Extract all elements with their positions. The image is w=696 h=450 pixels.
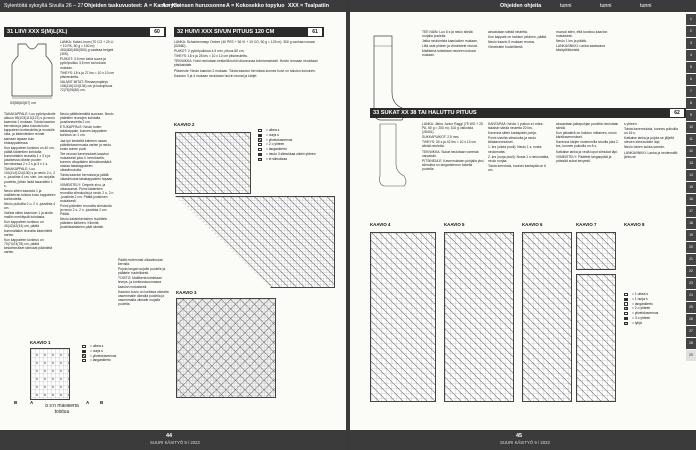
- top-band-item: Ohjeiden taskuvuoteet: A = Kantoryöo: [84, 3, 180, 9]
- circle-icon: [624, 302, 628, 305]
- paragraph: PUIKOT: 3,5 mm sekä suora ja pyöröpuikko 3,5 mm tai kokoon mukaan.: [60, 57, 107, 70]
- legend-text: = 1 oikea s: [632, 292, 649, 296]
- paragraph: Viimeistele huolellisesti.: [488, 45, 524, 50]
- slash-icon: [258, 138, 262, 141]
- kaavio-6-label: KAAVIO 6: [522, 222, 543, 227]
- paragraph: LANKA: Schachenmayr Ombre (40 PES + 36 VI + 19 CO, 50 g = 125 m): 300 g vanhaa roosaa (00080).: [174, 40, 315, 49]
- article-33-header: [370, 108, 686, 118]
- paragraph: Kun jalkaterä on halutun mittainen, neulo kärkikavennukset.: [556, 131, 617, 140]
- paragraph: 1. krs (oikea puoli): Neulo 1 s, nosta neulomatta.: [488, 145, 542, 154]
- top-band-item: tunni: [640, 3, 652, 9]
- paragraph: VALMIIT MITAT: Rinnanympärys 106(116)124(134) cm ja kokopituus 72(76)76(80) cm.: [60, 79, 113, 93]
- legend-text: = oikea s: [266, 128, 280, 132]
- legend-text: = 2 o yhteen: [632, 306, 651, 311]
- paragraph: VIIMEISTELY: Päättele langanpäät ja prässää sukat kevyesti.: [556, 154, 612, 163]
- paragraph: Neulo puikoilla 2 o, 2 n -joustinta 4 cm.: [4, 201, 56, 211]
- kaavio-5-grid: [444, 232, 514, 402]
- side-tab[interactable]: 25: [686, 302, 696, 313]
- side-tab[interactable]: 27: [686, 326, 696, 337]
- article-33-col-3: [556, 122, 620, 212]
- paragraph: VIIMEISTELY: Ompele sivu- ja olkasaumat. Poimi kädentien reunoilta silmukoita ja neulo 2 o, 2 n -joustinta 2 cm. Päätä joustimen mukaisesti.: [60, 182, 114, 203]
- legend-row: [258, 157, 316, 162]
- bottom-band: [350, 430, 696, 450]
- axis-label-b2: B: [100, 400, 104, 405]
- schematic-width-label: 53(58)62(67) cm: [10, 101, 36, 105]
- top-band: [350, 0, 696, 12]
- side-tab[interactable]: 29: [686, 350, 696, 361]
- paragraph: TIHEYS: 18 s ja 28 krs = 10 x 10 cm pitsineuletta.: [174, 54, 248, 59]
- kaavio-2-label: KAAVIO 2: [174, 122, 195, 127]
- paragraph: Tee reunan kavennukset kaavion mukaisesti joka 4. kerroksella, kunnes olkapäiden silmukkamäärä vastaa takakappaleen olkasilmukoita.: [60, 151, 112, 173]
- article-32-text: [174, 40, 322, 112]
- article-31-column-2: [60, 112, 114, 272]
- paragraph: Poimi pääntien reunoilta silmukoita ja neulo 2 o, 2 n -joustinta 2 cm. Päätä.: [60, 203, 112, 217]
- paragraph: Kavenna kärjen molemmilla sivuilla joka 2. krs, kunnes puikoilla on 8 s.: [556, 140, 619, 149]
- side-tab[interactable]: 2: [686, 26, 696, 37]
- side-tab[interactable]: 18: [686, 218, 696, 229]
- article-32-page-ref: 61: [308, 28, 322, 36]
- legend-text: = ylivetokavennus: [632, 311, 659, 316]
- legend-text: = tyhjä: [632, 320, 642, 325]
- side-tab[interactable]: 6: [686, 74, 696, 85]
- paragraph: TEKNIIKKA: Sukat neulotaan varresta varpaisiin.: [422, 149, 479, 158]
- article-33-col-2: [488, 122, 552, 212]
- bottom-band: [0, 430, 346, 450]
- legend-row: [82, 358, 116, 363]
- paragraph: Neulo kaavio 5 mukaan reunus.: [488, 40, 536, 45]
- kaavio-1-legend: [82, 344, 116, 363]
- paragraph: Poimi sivuilta silmukoita ja neulo kiilakavennukset.: [488, 136, 536, 145]
- repeat-note: [42, 404, 82, 420]
- paragraph: Kaavion 3 ja 4 mukaan neulotaan huivin reunat ja kärjet.: [174, 73, 258, 78]
- kaavio-7-grid: [576, 232, 616, 270]
- article-34-col-2: [488, 30, 552, 110]
- kaavio-8-grid: [576, 274, 616, 402]
- legend-text: = ylivetokavennus: [266, 137, 293, 142]
- paragraph: Pujota langat nurjalle puolelle ja päättele huolellisesti.: [118, 267, 166, 276]
- right-side-tabs: [686, 14, 696, 362]
- dot-icon: [258, 134, 262, 137]
- side-tab[interactable]: 11: [686, 134, 696, 145]
- paragraph: PITSINEULE: Kavennuksien pohjalla yksi silmukka on langankierron toisella puolella.: [422, 158, 484, 171]
- paragraph: LANKAVINKKI: Lanka saatavana käsityöliikkeistä.: [556, 44, 606, 53]
- paragraph: muovai siten, että koostuu kaavion mukaisesti.: [556, 30, 608, 39]
- top-band-item: Ohjeiden ohjeita: [500, 3, 542, 9]
- top-band-item: tunni: [560, 3, 572, 9]
- dot-icon: [624, 298, 628, 301]
- axis-label-a: A: [30, 400, 34, 405]
- kaavio-4-label: KAAVIO 4: [370, 222, 391, 227]
- legend-text: = nurja s: [266, 132, 279, 137]
- article-33-col-1: [422, 122, 484, 212]
- paragraph: Neulo sitten kaaviota 1 ja mallikerran toistoa koko kappaleen korkeudelta.: [4, 188, 56, 201]
- article-33-legend: [624, 292, 684, 326]
- article-32-title: 32 HUIVI XXX SIVUN PITUUS 120 CM: [177, 29, 275, 35]
- square-icon: [82, 345, 86, 348]
- paragraph: TAKAKAPPALE: Luo pyöröpuikolle alkuun 95(103)113(121) s ja neulo kaaviota 1 mukaan. Toista kaavion kerroksia ja jatka kuviota koko kappaleen korkeudelta ja muotoile olka- ja kädenteiden reunat samaan tapaan kuin etukappaleessa.: [4, 112, 56, 145]
- side-tab[interactable]: 28: [686, 338, 696, 349]
- side-tab[interactable]: 1: [686, 14, 696, 25]
- top-band-item: tunni: [600, 3, 612, 9]
- right-page-number: 45: [516, 433, 523, 439]
- paragraph: TIHEYS: 18 s ja 27 krs = 10 x 10 cm pitsineuletta.: [60, 70, 114, 79]
- paragraph: Toista kaavion kerroksia ja päätä olkasilmukat takakappaleen tapaan.: [60, 173, 114, 182]
- side-tab[interactable]: 15: [686, 182, 696, 193]
- triangle-icon: [258, 153, 262, 156]
- square-icon: [258, 129, 262, 132]
- paragraph: PUIKOT: 2 pyöröpuikkoa 4,5 mm, pituus 80 cm.: [174, 49, 245, 54]
- paragraph: LANKA: Järbo Junior Raggi (75 WO + 25 PA, 50 g = 200 m): 100 g valkoista (28401).: [422, 122, 483, 135]
- article-31-page-ref: 60: [150, 28, 164, 36]
- paragraph: Kun kappaleen korkeus on 70(74)74(78) cm, päätä keskimmäiset silmukat pääntietä varten.: [4, 237, 53, 254]
- paragraph: Neulo toinen sukka samoin.: [624, 145, 666, 150]
- side-tab[interactable]: 9: [686, 110, 696, 121]
- legend-text: = 1 nurja s: [632, 296, 648, 301]
- paragraph: 2. krs (nurja puoli): Nosta 1 s neulomatta, neulo nurjaa.: [488, 154, 550, 163]
- article-31-title: 31 LIIVI XXX S(M)L(XL): [7, 29, 68, 35]
- paragraph: TEKNIIKKA: Huivi neulotaan keskeltä kohti ulkoreunaa kolmiomaisesti. Huivin reunaan neulotaan pitsikaistale.: [174, 59, 318, 68]
- paragraph: Kavenna sitten kantapään pohja.: [488, 131, 537, 136]
- paragraph: Liitä osat yhteen ja viimeistele reunat.: [422, 44, 478, 49]
- paragraph: Toista kerroksia, kunnes kantapää on 6 cm.: [488, 163, 546, 172]
- paragraph: Mallikerta toistetaan neuleen kokoon mukaan.: [422, 49, 477, 58]
- article-34-col-3: [556, 30, 620, 110]
- side-tab[interactable]: 16: [686, 194, 696, 205]
- kaavio-7-label: KAAVIO 7: [576, 222, 597, 227]
- kaavio-4-grid: [370, 232, 436, 402]
- side-tab[interactable]: 20: [686, 242, 696, 253]
- paragraph: Kaavion kuvio on luettava oikealta vasemmalle oikealla puolella ja vasemmalta oikealle nurjalla puolella.: [118, 289, 169, 306]
- article-33-title: 33 SUKAT XX 38 TAI HALUTTU PITUUS: [373, 110, 477, 116]
- gray-square-icon: [624, 322, 628, 325]
- kaavio-3-label: KAAVIO 3: [176, 290, 197, 295]
- article-32-header: [174, 27, 324, 37]
- paragraph: LANKA: Katia Linum (70 CO + 20 LI + 10 PA, 50 g = 100 m): 400(400)450(500) g vaaleaa beigeä (305).: [60, 40, 114, 57]
- kaavio-3-grid: [176, 298, 276, 398]
- backslash-icon: [258, 143, 262, 146]
- paragraph: Kun kappaleen korkeus on 40 cm, päätä kädentien kohdalta kummaltakin reunalta 1 x 3 s ja jokaisessa oikean puolen kerroksessa 2 x 2 s ja 3 x 1 s.: [4, 145, 55, 167]
- legend-text: = neulo 3 silmukkaa oikein yhteen: [266, 151, 316, 156]
- paragraph: ainoastaan jalkapohjan puolella neulotaan sileää.: [556, 122, 619, 131]
- repeat-note-line: toistuu: [54, 408, 70, 415]
- vest-schematic: [6, 40, 58, 100]
- legend-text: = langankierto: [90, 358, 111, 363]
- legend-text: = langankierto: [266, 147, 287, 152]
- slash-icon: [624, 307, 628, 310]
- kaavio-2-legend: [258, 128, 316, 162]
- paragraph: Päätä molemmat olkasilmukat kerralla.: [118, 258, 163, 267]
- paragraph: Kun kappaleen korkeus on 40(42)42(44) cm, päätä kummaltakin reunalta kädentietä varten.: [4, 220, 53, 237]
- paragraph: TIHEYS: 30 s ja 42 krs = 10 x 10 cm sileää neuletta.: [422, 140, 476, 149]
- legend-text: = nurja s: [90, 348, 103, 353]
- kaavio-1-label: KAAVIO 1: [30, 340, 51, 345]
- left-page: [0, 0, 346, 450]
- repeat-note-line: 8 s:n mallikerta: [45, 404, 79, 409]
- side-tab[interactable]: 5: [686, 62, 696, 73]
- top-band: [0, 0, 346, 12]
- side-tab[interactable]: 23: [686, 278, 696, 289]
- side-tab[interactable]: 26: [686, 314, 696, 325]
- kaavio-5-label: KAAVIO 5: [444, 222, 465, 227]
- backslash-icon: [624, 312, 628, 315]
- side-tab[interactable]: 8: [686, 98, 696, 109]
- kaavio-8-label: KAAVIO 8: [624, 222, 645, 227]
- square-icon: [624, 293, 628, 296]
- side-tab[interactable]: 17: [686, 206, 696, 217]
- legend-text: = 3 o yhteen: [632, 315, 651, 320]
- axis-label-a2: A: [86, 400, 90, 405]
- circle-icon: [258, 148, 262, 151]
- article-31-intro: [60, 40, 115, 105]
- paragraph: Neulo päättelemättä suoraan. Neulo pääntien reunojen kohdalla joustinneuletta 2 cm.: [60, 112, 114, 125]
- paragraph: Jatka neulomista kaavioiden mukaan.: [422, 39, 478, 44]
- paragraph: SUKKAPUIKOT: 2,5 mm.: [422, 135, 460, 140]
- legend-row: [624, 321, 684, 326]
- paragraph: KANTAPÄÄ: Neulo 1 puikon s:t edes-takaisin sileää neuletta 20 krs.: [488, 122, 544, 131]
- paragraph: ETUKAPPALE: Neulo kuten takakappale, kunnes kappaleen korkeus on 1 cm.: [60, 125, 108, 138]
- kaavio-2-grid-lower: [175, 196, 335, 288]
- right-magazine-name: SUURI KÄSITYÖ 9 / 2022: [500, 440, 550, 445]
- paragraph: Kun kappale on halutun pituinen, päätä.: [488, 35, 547, 40]
- side-tab[interactable]: 4: [686, 50, 696, 61]
- side-tab[interactable]: 7: [686, 86, 696, 97]
- kaavio-2-grid: [175, 132, 251, 194]
- paragraph: TAKAKAPPALE: Luo 104(114)124(130) s ja neulo 2 o, 2 n -joustinta 4 cm, viim. krs nurjalta puolelta, jolloin lisää tasavälein 1 s.: [4, 167, 56, 188]
- top-band-item: A = Kokosekko topyluo: [226, 3, 285, 9]
- kaavio-1-grid: [30, 348, 70, 400]
- top-band-item: XXX = Tsalpatiin: [288, 3, 329, 9]
- paragraph: TOISTO: Mallikerta toistetaan leveys- ja korkeussuunnassa kaavion mukaisesti.: [118, 276, 162, 289]
- paragraph: ainoastaan sileää neuletta.: [488, 30, 528, 34]
- dot-icon: [82, 350, 86, 353]
- legend-text: = langankierto: [632, 301, 653, 306]
- side-tab[interactable]: 19: [686, 230, 696, 241]
- paragraph: Neulo kaksinkertainen huolittelu pääntien kärkeen. Kiinnitä joustinkaistaleen päät siististi.: [60, 217, 108, 230]
- paragraph: Vaihda sitten kaavioon 1 ja aloita malliin merkitystä kohdasta.: [4, 211, 53, 220]
- article-31-column-1: [4, 112, 56, 330]
- side-tab[interactable]: 3: [686, 38, 696, 49]
- right-page: [350, 0, 696, 450]
- paragraph: Katkaise lanka ja vedä loput silmukat läpi.: [556, 149, 618, 154]
- paragraph: Neulo 1 krs ja päätä.: [556, 39, 587, 44]
- side-tab[interactable]: 14: [686, 170, 696, 181]
- slash-icon: [82, 354, 86, 357]
- left-magazine-name: SUURI KÄSITYÖ 9 / 2022: [150, 440, 200, 445]
- side-tab[interactable]: 13: [686, 158, 696, 169]
- circle-icon: [82, 359, 86, 362]
- legend-text: = ei silmukkaa: [266, 156, 287, 161]
- side-tab[interactable]: 22: [686, 266, 696, 277]
- paragraph: LANKAVINKKI: Lanka ja neulemallit: järbo.se: [624, 150, 679, 159]
- top-band-item: Sylentöitä syksyllä Sivulla 26 – 27: [4, 3, 84, 9]
- article-33-col-4: [624, 122, 682, 212]
- paragraph: TEE NÄIN: Luo 8 s ja neulo sileää nurjalla puolella.: [422, 30, 473, 39]
- side-tab[interactable]: 21: [686, 254, 696, 265]
- legend-text: = oikea s: [90, 344, 104, 348]
- side-tab[interactable]: 10: [686, 122, 696, 133]
- paragraph: Jaa työ keskeltä kahteen osaan pääntiekavennusta varten ja neulo ensin toinen puoli.: [60, 138, 111, 151]
- paragraph: Toista kavennuksia, kunnes puikoilla on 16 s.: [624, 127, 678, 136]
- article-34-col-1: [422, 30, 484, 110]
- paragraph: Katkaise lanka ja pujota se jäljellä olevien silmukoiden läpi.: [624, 136, 675, 145]
- paragraph: Pitsineule: Neulo kaavion 2 mukaan. Toista kaavion kerroksia kunnes huivi on halutun kokoinen.: [174, 68, 316, 73]
- legend-text: = 2 o yhteen: [266, 142, 285, 147]
- triangle-icon: [624, 317, 628, 320]
- article-33-page-ref: 62: [670, 109, 684, 117]
- article-31-header: [4, 27, 166, 37]
- legend-text: = ylivetokavennus: [90, 353, 117, 358]
- kaavio-6-grid: [522, 232, 572, 402]
- side-tab[interactable]: 12: [686, 146, 696, 157]
- paragraph: s yhteen.: [624, 122, 638, 126]
- top-band-item: A = Kleinsen huruxsonne: [162, 3, 226, 9]
- left-page-number: 44: [166, 433, 173, 439]
- gray-square-icon: [258, 158, 262, 161]
- article-31-column-3: [118, 258, 170, 338]
- axis-label-b: B: [14, 400, 18, 405]
- sock-photo: [370, 120, 410, 190]
- side-tab[interactable]: 24: [686, 290, 696, 301]
